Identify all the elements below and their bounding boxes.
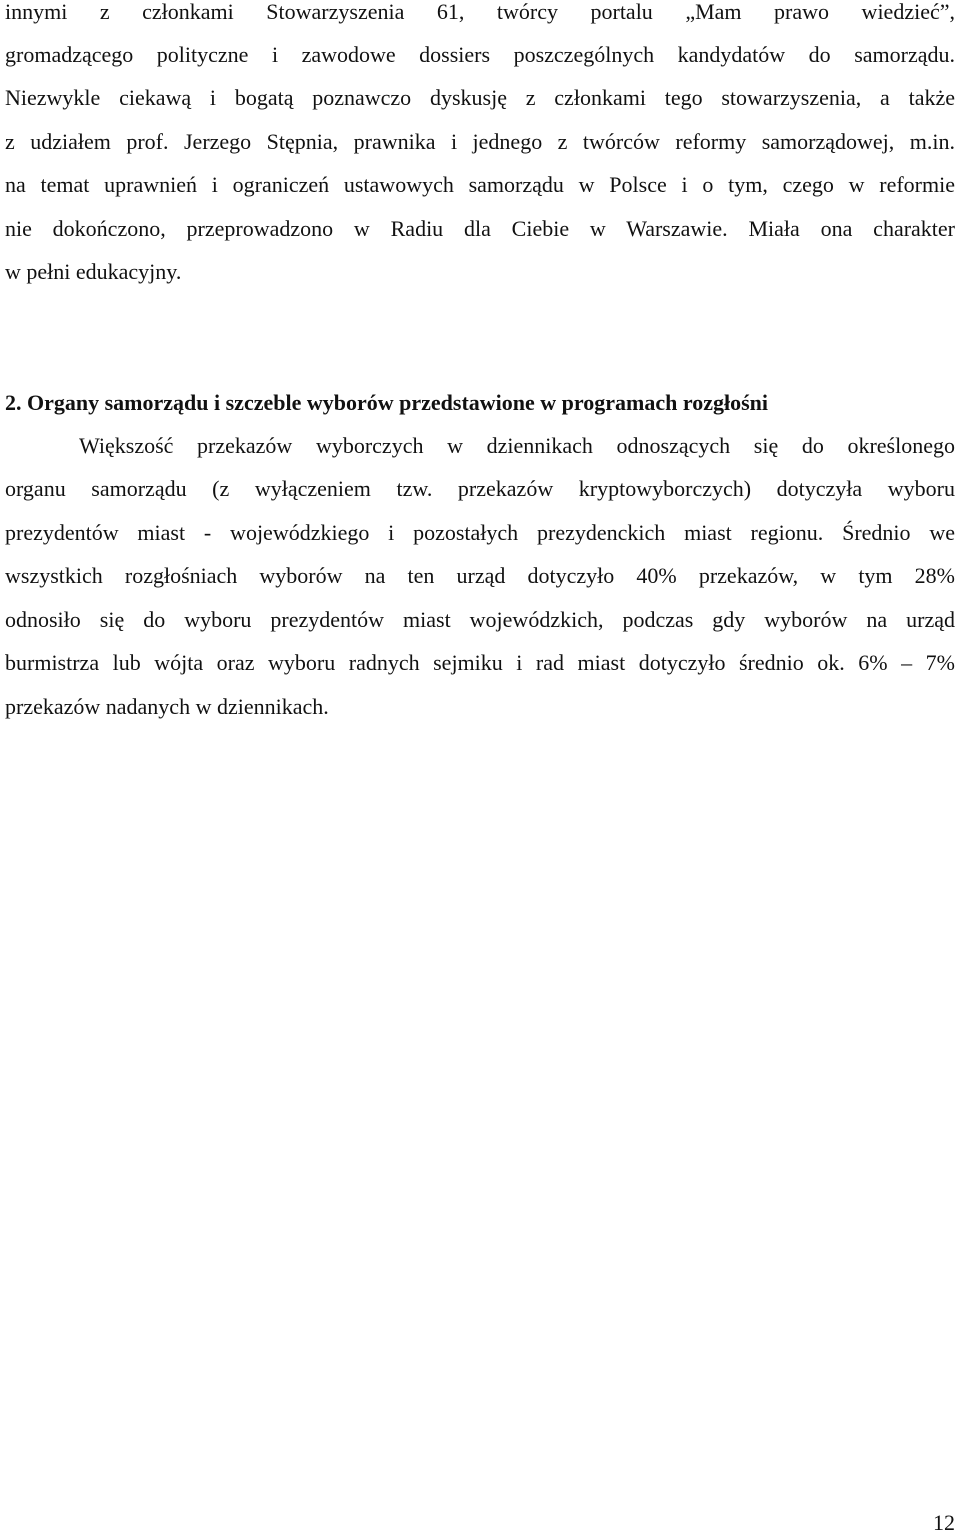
paragraph-line: z udziałem prof. Jerzego Stępnia, prawnika i jednego z twórców reformy samorządowej, m.in. (5, 129, 955, 154)
paragraph-line: prezydentów miast - wojewódzkiego i pozostałych prezydenckich miast regionu. Średnio we (5, 520, 955, 545)
paragraph-line: przekazów nadanych w dziennikach. (5, 694, 329, 719)
paragraph-line: na temat uprawnień i ograniczeń ustawowych samorządu w Polsce i o tym, czego w reformie (5, 172, 955, 197)
paragraph-line: w pełni edukacyjny. (5, 259, 182, 284)
paragraph-line: Większość przekazów wyborczych w dziennikach odnoszących się do określonego (79, 433, 955, 458)
section-heading: 2. Organy samorządu i szczeble wyborów przedstawione w programach rozgłośni (5, 390, 769, 415)
paragraph-line: Niezwykle ciekawą i bogatą poznawczo dyskusję z członkami tego stowarzyszenia, a także (5, 85, 955, 110)
paragraph-line: organu samorządu (z wyłączeniem tzw. przekazów kryptowyborczych) dotyczyła wyboru (5, 476, 955, 501)
paragraph-line: innymi z członkami Stowarzyszenia 61, twórcy portalu „Mam prawo wiedzieć”, (5, 0, 955, 24)
paragraph-line: odnosiło się do wyboru prezydentów miast wojewódzkich, podczas gdy wyborów na urząd (5, 607, 955, 632)
page-number: 12 (933, 1510, 955, 1535)
paragraph-line: gromadzącego polityczne i zawodowe dossiers poszczególnych kandydatów do samorządu. (5, 42, 955, 67)
paragraph-line: wszystkich rozgłośniach wyborów na ten urząd dotyczyło 40% przekazów, w tym 28% (5, 563, 955, 588)
paragraph-line: burmistrza lub wójta oraz wyboru radnych sejmiku i rad miast dotyczyło średnio ok. 6% – 7% (5, 650, 955, 675)
paragraph-line: nie dokończono, przeprowadzono w Radiu dla Ciebie w Warszawie. Miała ona charakter (5, 216, 955, 241)
